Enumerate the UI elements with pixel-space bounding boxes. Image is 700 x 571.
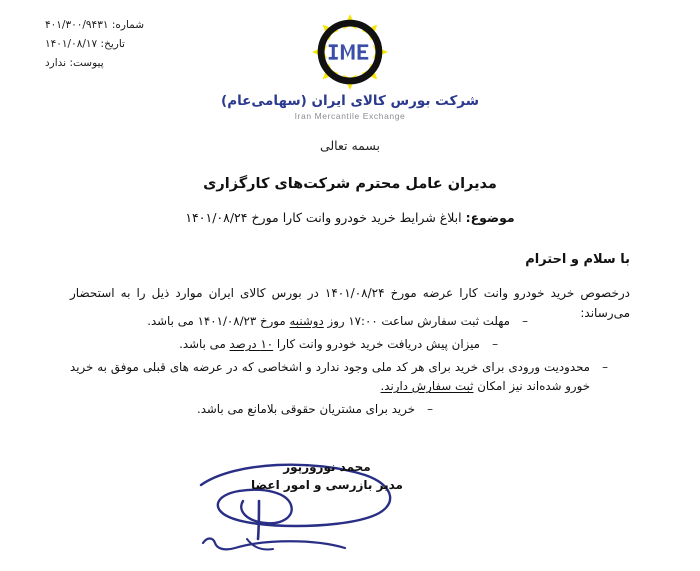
addressee-line: مدیران عامل محترم شرکت‌های کارگزاری	[203, 176, 497, 192]
meta-value-number: ۴۰۱/۳۰۰/۹۴۳۱	[45, 19, 109, 31]
meta-label-attachment: پیوست:	[69, 57, 104, 69]
signatory-title: مدیر بازرسی و امور اعضا	[251, 478, 403, 492]
bullet-text-before: محدودیت ورودی برای خرید برای هر کد ملی وجود ندارد و اشخاصی که در عرضه های قبلی موفق به خرید خورو شده‌اند نیز امکان	[70, 360, 590, 393]
bullet-marker: –	[522, 314, 528, 328]
bullet-text-underlined: ۱۰ درصد	[229, 337, 274, 351]
basmala-invocation: بسمه تعالی	[319, 138, 381, 153]
bullet-text-after: می باشد.	[179, 337, 230, 351]
logo-company-name-en: Iran Mercantile Exchange	[294, 111, 406, 121]
meta-label-number: شماره:	[111, 19, 145, 31]
bullet-text-before: مهلت ثبت سفارش ساعت ۱۷:۰۰ روز	[323, 314, 510, 328]
bullet-marker: –	[492, 337, 498, 351]
subject-line	[70, 210, 630, 225]
bullet-list	[70, 312, 630, 423]
logo-company-name-fa: شرکت بورس کالای ایران (سهامی‌عام)	[221, 93, 479, 109]
organization-logo	[0, 14, 700, 121]
list-item	[70, 335, 630, 354]
list-item	[70, 400, 630, 419]
meta-value-attachment: ندارد	[45, 57, 67, 69]
letterhead	[0, 0, 700, 125]
bullet-marker: –	[602, 360, 608, 374]
intro-paragraph: درخصوص خرید خودرو وانت کارا عرضه مورخ ۱۴۰۱/۰۸/۲۴ در بورس کالای ایران موارد ذیل را به استحضار می‌رساند:	[70, 286, 630, 320]
bullet-text-before: میزان پیش دریافت خرید خودرو وانت کارا	[273, 337, 480, 351]
subject-label: موضوع:	[465, 210, 515, 225]
bullet-text-after: مورخ ۱۴۰۱/۰۸/۲۳ می باشد.	[147, 314, 290, 328]
salutation-line: با سلام و احترام	[525, 252, 630, 267]
list-item	[70, 358, 630, 396]
bullet-text-underlined: دوشنبه	[289, 314, 324, 328]
meta-label-date: تاریخ:	[100, 38, 125, 50]
bullet-text-before: خرید برای مشتریان حقوقی بلامانع می باشد.	[196, 402, 415, 416]
list-item	[70, 312, 630, 331]
bullet-marker: –	[427, 402, 433, 416]
subject-text: ابلاغ شرایط خرید خودرو وانت کارا مورخ ۱۴۰۱/۰۸/۲۴	[185, 210, 462, 225]
signatory-name: محمد نوروزپور	[283, 460, 371, 474]
ime-logo-icon	[312, 14, 388, 90]
signature-block	[222, 458, 432, 494]
meta-value-date: ۱۴۰۱/۰۸/۱۷	[45, 38, 98, 50]
bullet-text-underlined: ثبت سفارش دارند.	[380, 379, 474, 393]
